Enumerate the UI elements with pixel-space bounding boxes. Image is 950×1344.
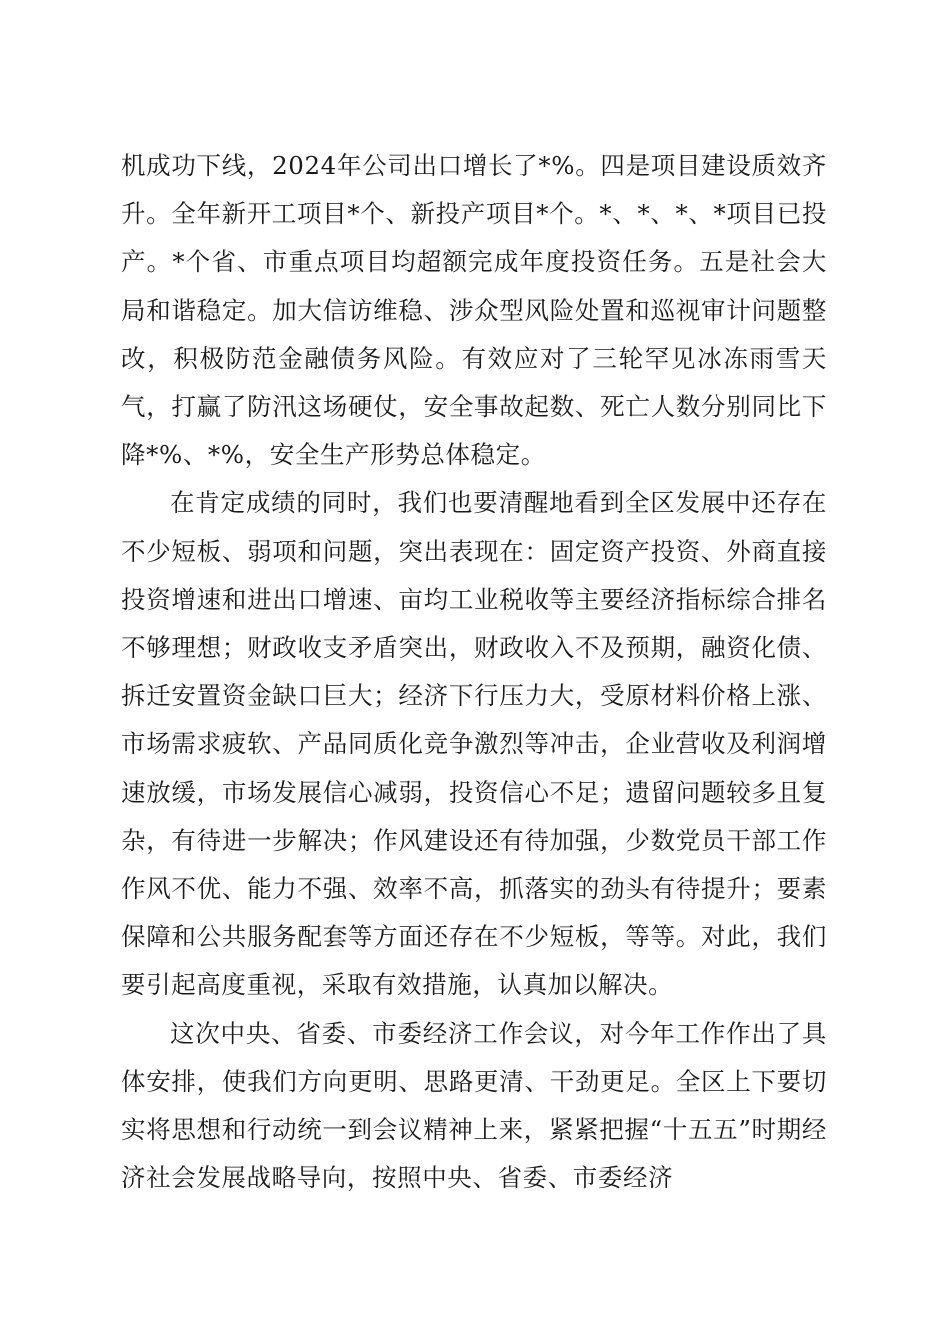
body-text <box>121 142 827 1202</box>
paragraph-continuation: 机成功下线，2024年公司出口增长了*%。四是项目建设质效齐升。全年新开工项目*个、新投产项目*个。*、*、*、*项目已投产。*个省、市重点项目均超额完成年度投资任务。五是社会大局和谐稳定。加大信访维稳、涉众型风险处置和巡视审计问题整改，积极防范金融债务风险。有效应对了三轮罕见冰冻雨雪天气，打赢了防汛这场硬仗，安全事故起数、死亡人数分别同比下降*%、*%，安全生产形势总体稳定。 <box>121 151 827 470</box>
paragraph-conference: 这次中央、省委、市委经济工作会议，对今年工作作出了具体安排，使我们方向更明、思路更清、干劲更足。全区上下要切实将思想和行动统一到会议精神上来，紧紧把握“十五五”时期经济社会发展战略导向，按照中央、省委、市委经济 <box>121 1018 827 1193</box>
paragraph-shortcomings: 在肯定成绩的同时，我们也要清醒地看到全区发展中还存在不少短板、弱项和问题，突出表现在：固定资产投资、外商直接投资增速和进出口增速、亩均工业税收等主要经济指标综合排名不够理想；财政收支矛盾突出，财政收入不及预期，融资化债、拆迁安置资金缺口巨大；经济下行压力大，受原材料价格上涨、市场需求疲软、产品同质化竞争激烈等冲击，企业营收及利润增速放缓，市场发展信心减弱，投资信心不足；遗留问题较多且复杂，有待进一步解决；作风建设还有待加强，少数党员干部工作作风不优、能力不强、效率不高，抓落实的劲头有待提升；要素保障和公共服务配套等方面还存在不少短板，等等。对此，我们要引起高度重视，采取有效措施，认真加以解决。 <box>121 488 827 1000</box>
